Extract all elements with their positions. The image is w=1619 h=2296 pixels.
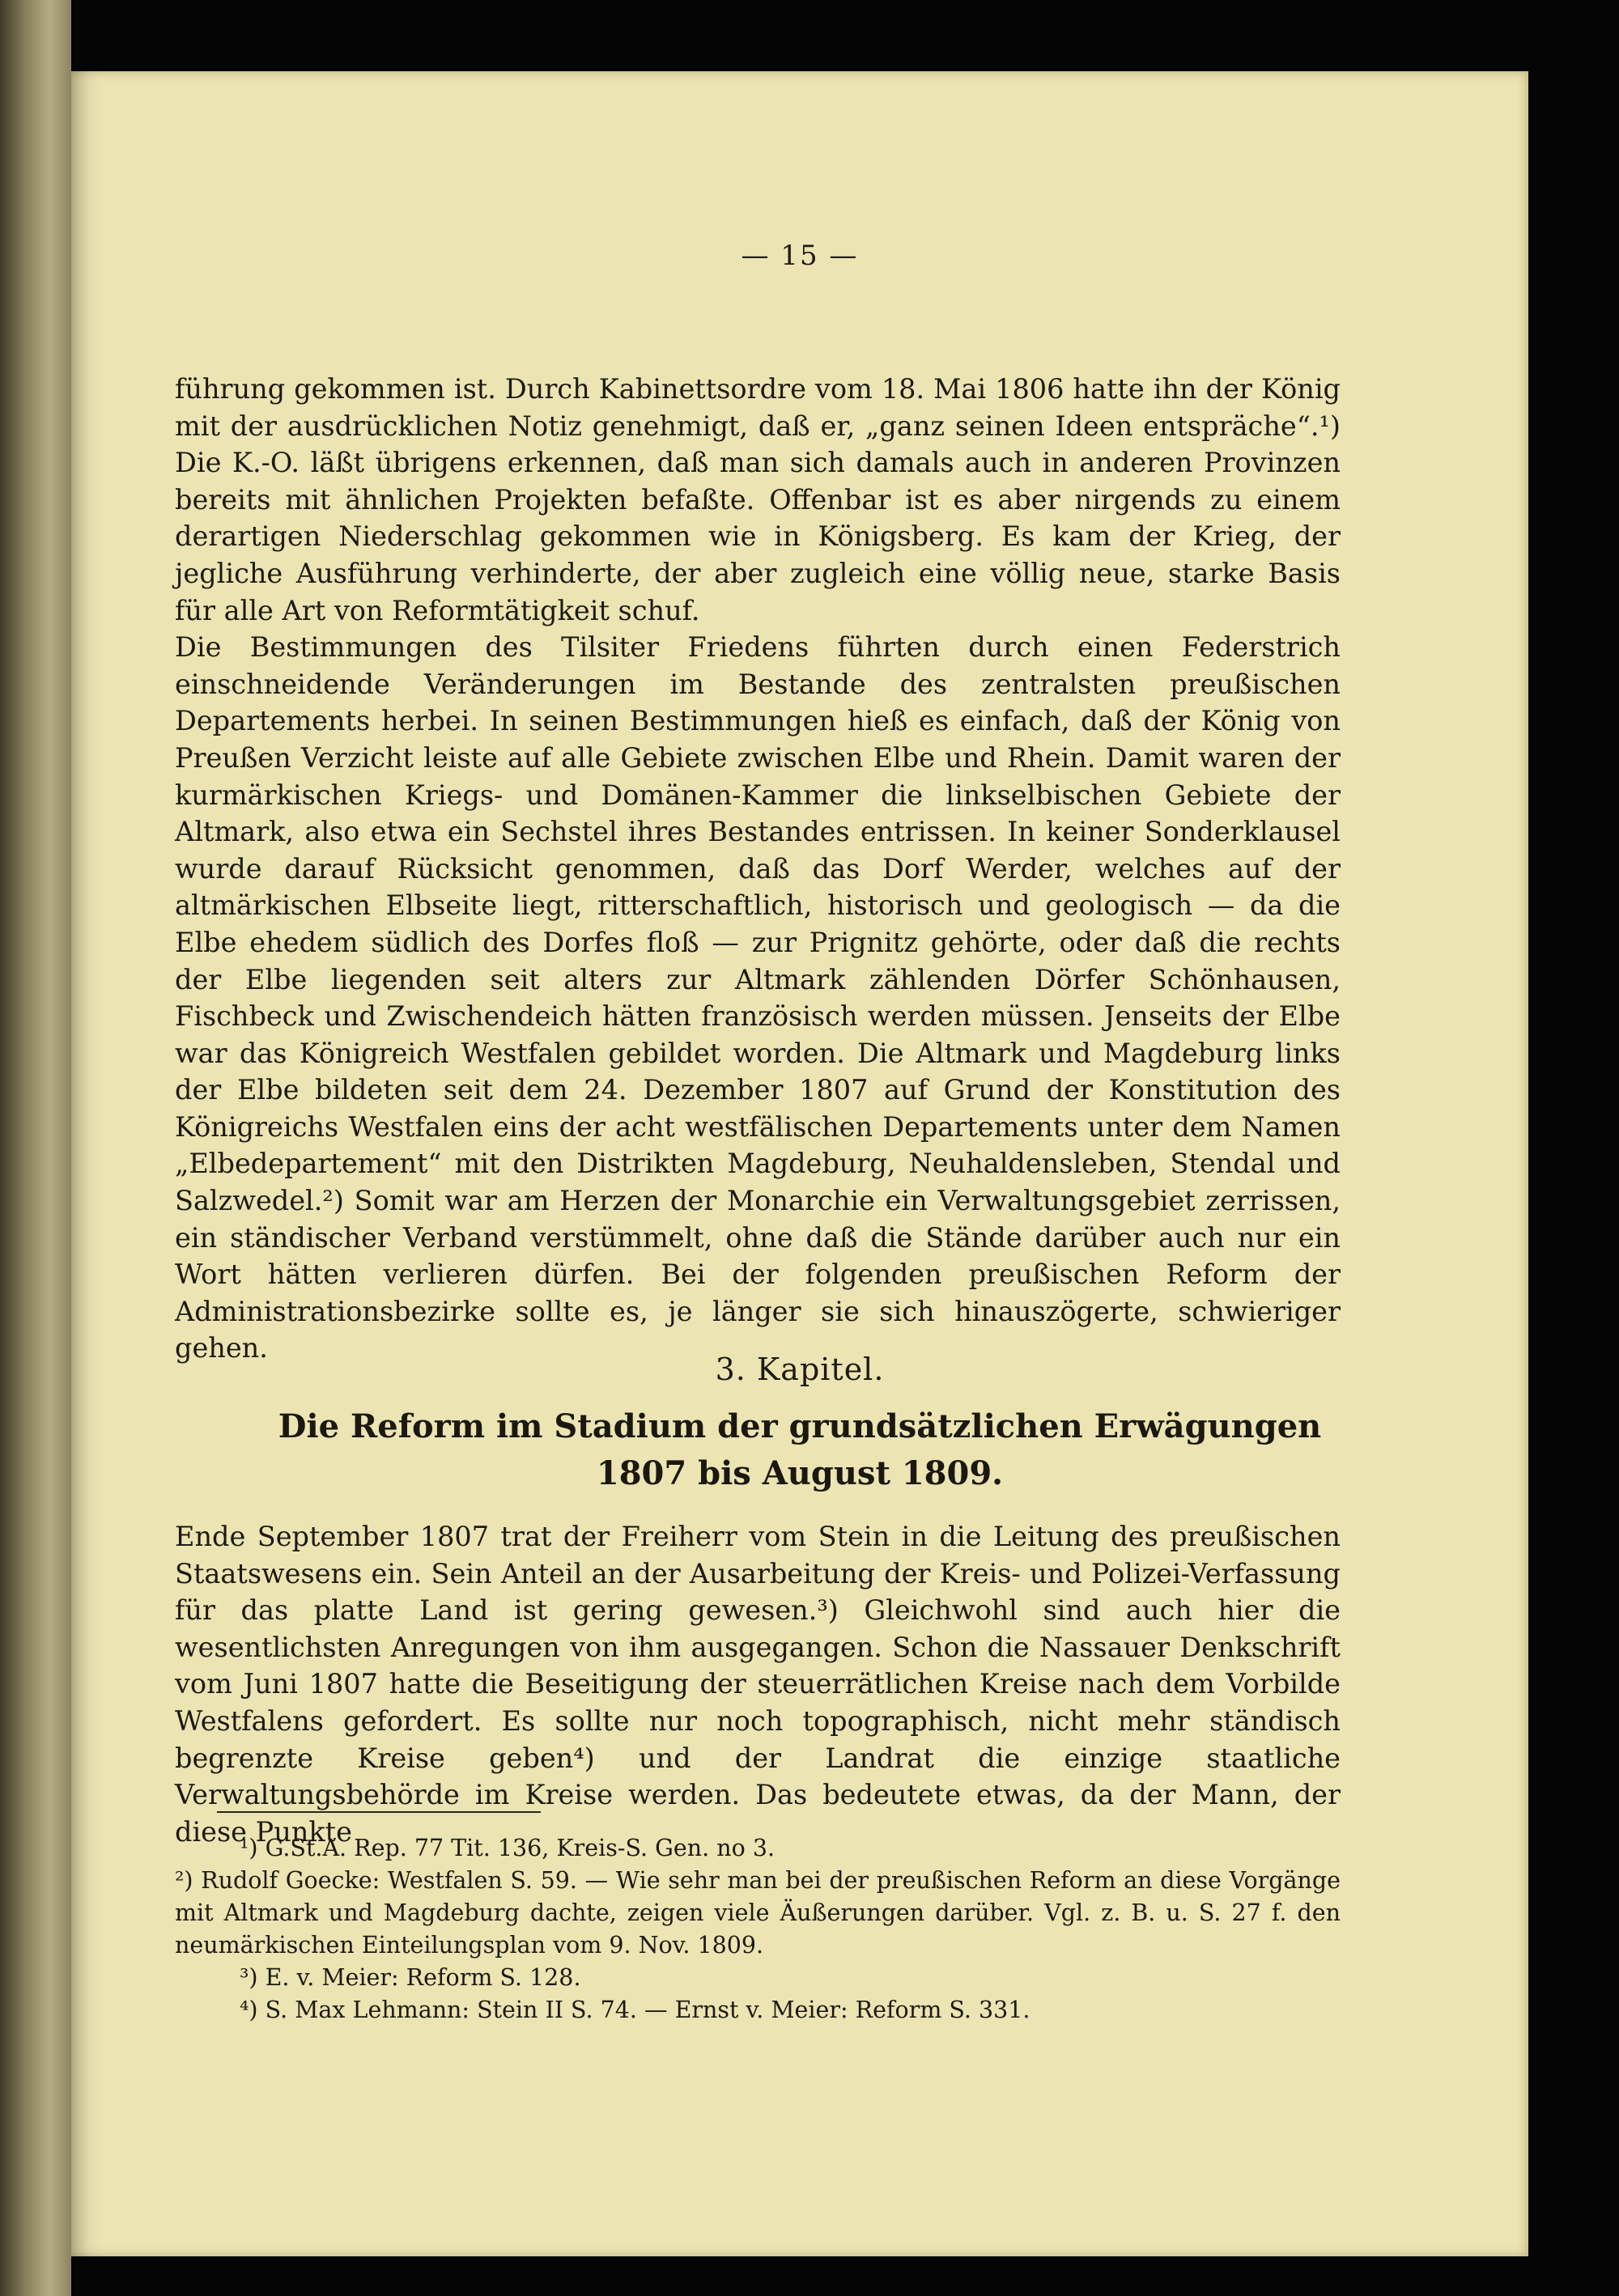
footnote-divider [217,1811,541,1813]
footnote-2: ²) Rudolf Goecke: Westfalen S. 59. — Wie sehr man bei der preußischen Reform an diese Vorgänge mit Altmark und Magdeburg dachte, zeigen viele Äußerungen darüber. Vgl. z. B. u. S. 27 f. den neumärkischen Einteilungsplan vom 9. Nov. 1809. [175,1867,1341,1959]
paragraph-continuation: führung gekommen ist. Durch Kabinettsordre vom 18. Mai 1806 hatte ihn der König mit der ausdrücklichen Notiz genehmigt, daß er, „ganz seinen Ideen entspräche“.¹) Die K.-O. läßt übrigens erkennen, daß man sich damals auch in anderen Provinzen bereits mit ähnlichen Projekten befaßte. Offenbar ist es aber nirgends zu einem derartigen Niederschlag gekommen wie in Königsberg. Es kam der Krieg, der jegliche Ausführung verhinderte, der aber zugleich eine völlig neue, starke Basis für alle Art von Reformtätigkeit schuf. [175,373,1341,626]
paragraph-stein: Ende September 1807 trat der Freiherr vom Stein in die Leitung des preußischen Staatswesens ein. Sein Anteil an der Ausarbeitung der Kreis- und Polizei-Verfassung für das platte Land ist gering gewesen.³) Gleichwohl sind auch hier die wesentlichsten Anregungen von ihm ausgegangen. Schon die Nassauer Denkschrift vom Juni 1807 hatte die Beseitigung der steuerrätlichen Kreise nach dem Vorbilde Westfalens gefordert. Es sollte nur noch topographisch, nicht mehr ständisch begrenzte Kreise geben⁴) und der Landrat die einzige staatliche Verwaltungsbehörde im Kreise werden. Das bedeutete etwas, da der Mann, der diese Punkte [175,1521,1341,1848]
chapter-title [71,1403,1528,1497]
body-text-top [175,371,1341,1367]
page-number: — 15 — [741,240,859,272]
chapter-title-line-1: Die Reform im Stadium der grundsätzlichen Erwägungen [278,1407,1322,1445]
chapter-number: 3. Kapitel. [715,1352,885,1387]
footnotes [175,1832,1341,2027]
footnote-4: ⁴) S. Max Lehmann: Stein II S. 74. — Ernst v. Meier: Reform S. 331. [240,1997,1030,2023]
footnote-3: ³) E. v. Meier: Reform S. 128. [240,1964,581,1991]
body-text-bottom [175,1518,1341,1850]
paragraph-tilsit: Die Bestimmungen des Tilsiter Friedens führten durch einen Federstrich einschneidende Veränderungen im Bestande des zentralsten preußischen Departements herbei. In seinen Bestimmungen hieß es einfach, daß der König von Preußen Verzicht leiste auf alle Gebiete zwischen Elbe und Rhein. Damit waren der kurmärkischen Kriegs- und Domänen-Kammer die linkselbischen Gebiete der Altmark, also etwa ein Sechstel ihres Bestandes entrissen. In keiner Sonderklausel wurde darauf Rücksicht genommen, daß das Dorf Werder, welches auf der altmärkischen Elbseite liegt, ritterschaftlich, historisch und geologisch — da die Elbe ehedem südlich des Dorfes floß — zur Prignitz gehörte, oder daß die rechts der Elbe liegenden seit alters zur Altmark zählenden Dörfer Schönhausen, Fischbeck und Zwischendeich hätten französisch werden müssen. Jenseits der Elbe war das Königreich Westfalen gebildet worden. Die Altmark und Magdeburg links der Elbe bildeten seit dem 24. Dezember 1807 auf Grund der Konstitution des Königreichs Westfalen eins der acht westfälischen Departements unter dem Namen „Elbedepartement“ mit den Distrikten Magdeburg, Neuhaldensleben, Stendal und Salzwedel.²) Somit war am Herzen der Monarchie ein Verwaltungsgebiet zerrissen, ein ständischer Verband verstümmelt, ohne daß die Stände darüber auch nur ein Wort hätten verlieren dürfen. Bei der folgenden preußischen Reform der Administrationsbezirke sollte es, je länger sie sich hinauszögerte, schwieriger gehen. [175,631,1341,1364]
book-page [71,71,1528,2256]
chapter-title-line-2: 1807 bis August 1809. [596,1454,1004,1492]
book-spine [0,0,71,2296]
footnote-1: ¹) G.St.A. Rep. 77 Tit. 136, Kreis-S. Gen. no 3. [240,1835,776,1861]
